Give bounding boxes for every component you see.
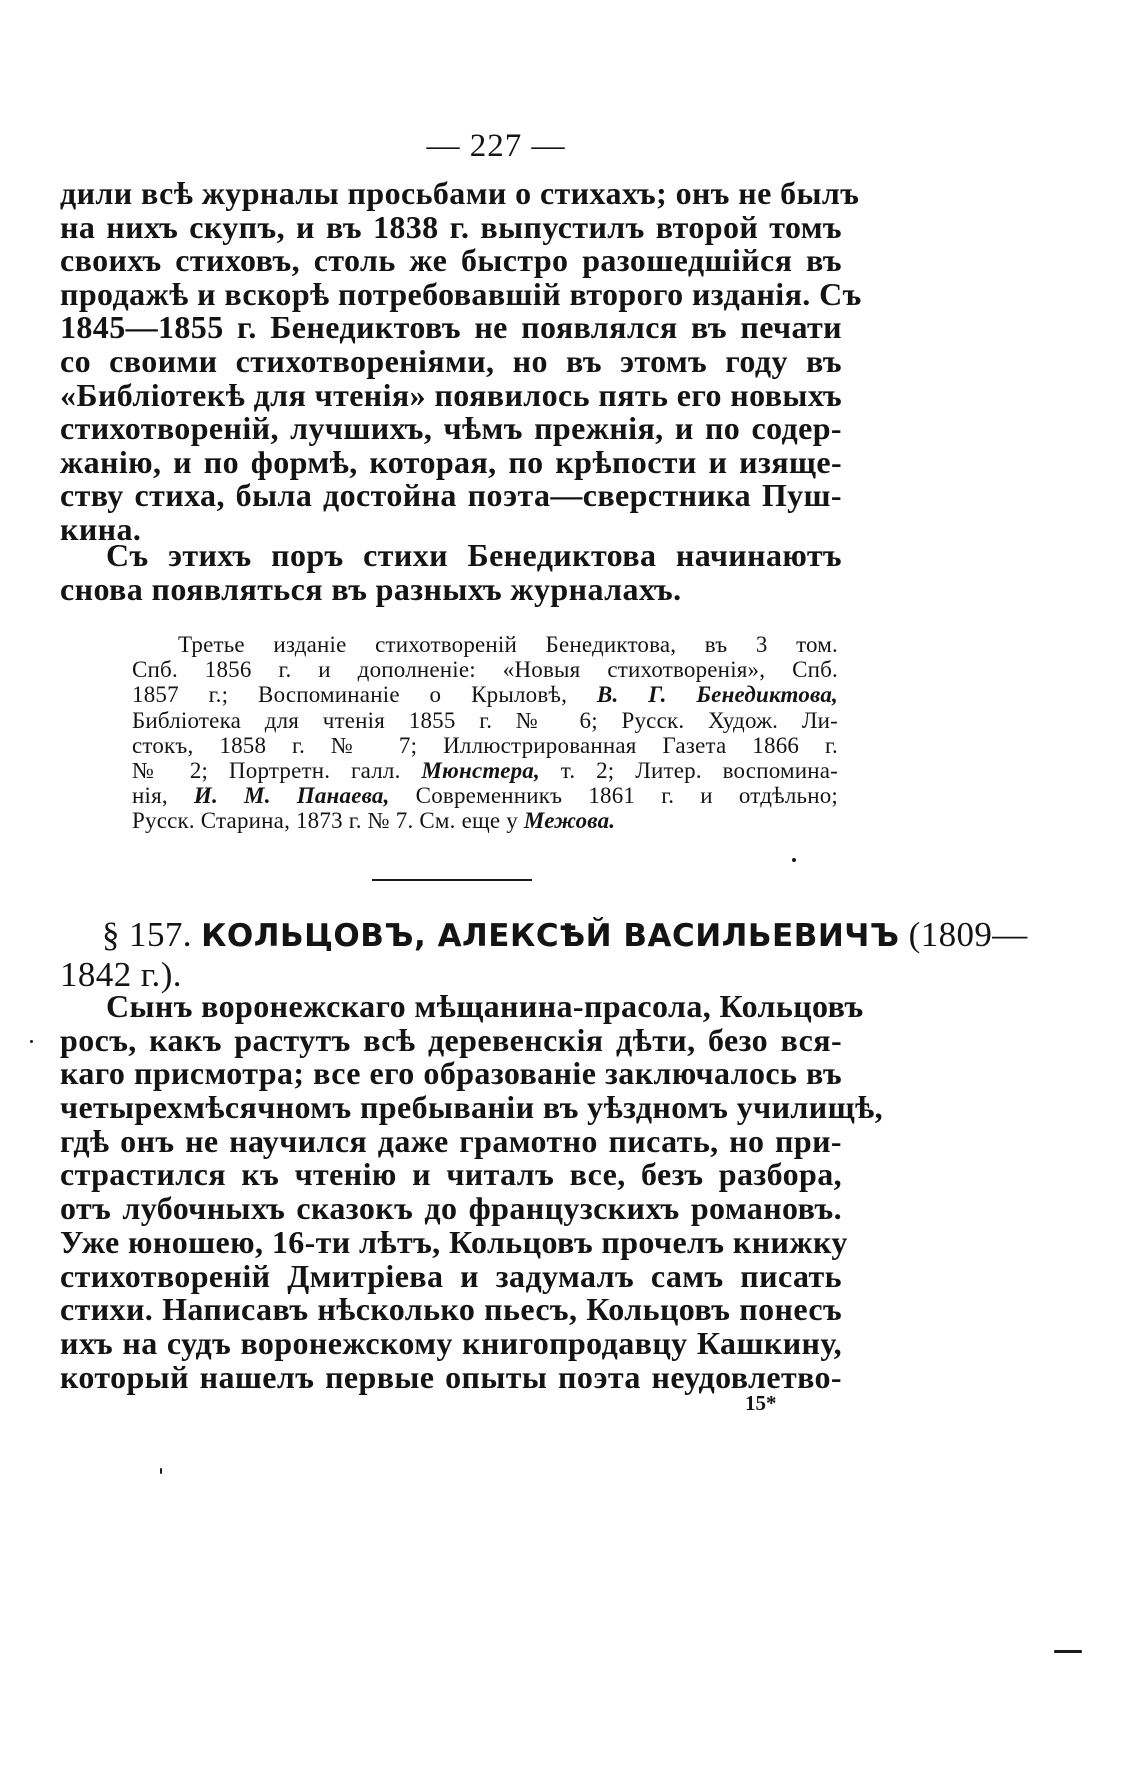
section-heading-line	[60, 915, 1028, 955]
page-number: — 227 —	[426, 128, 566, 164]
text-line: росъ, какъ растутъ всѣ деревенскія дѣти, безо вся-	[60, 1021, 842, 1058]
text-line: ству стиха, была достойна поэта—сверстника Пуш-	[60, 477, 842, 514]
text-line: четырехмѣсячномъ пребываніи въ уѣздномъ училищѣ,	[60, 1089, 884, 1126]
scan-speck	[160, 1468, 162, 1474]
bibliography-note	[132, 632, 838, 834]
biblio-segment: 1857 г.; Воспоминаніе о Крыловѣ,	[132, 682, 568, 708]
paragraph-benediktov-continuation	[60, 175, 862, 547]
text-line: Уже юношею, 16-ти лѣтъ, Кольцовъ прочелъ книжку	[60, 1223, 848, 1260]
biblio-line: Библіотека для чтенія 1855 г. № 6; Русск. Худож. Ли-	[132, 707, 838, 733]
section-heading-line: 1842 г.).	[60, 955, 182, 994]
text-line: жанію, и по формѣ, которая, по крѣпости и изяще-	[60, 443, 842, 480]
text-line: «Библіотекѣ для чтенія» появилось пять его новыхъ	[60, 376, 843, 413]
scan-speck	[792, 858, 796, 862]
text-line: продажѣ и вскорѣ потребовавшій второго изданія. Съ	[60, 275, 862, 312]
biblio-line: стокъ, 1858 г. № 7; Иллюстрированная Газета 1866 г.	[132, 732, 838, 758]
text-line: стихотвореній Дмитріева и задумалъ самъ писать	[60, 1257, 842, 1294]
biblio-segment: Русск. Старина, 1873 г. № 7. См. еще у	[132, 808, 518, 834]
text-line: Сынъ воронежскаго мѣщанина-прасола, Кольцовъ	[106, 988, 864, 1024]
text-line: снова появляться въ разныхъ журналахъ.	[60, 570, 682, 607]
scan-speck	[30, 1040, 33, 1043]
section-heading	[60, 915, 1028, 995]
text-line: ихъ на судъ воронежскому книгопродавцу Кашкину,	[60, 1324, 842, 1361]
biblio-segment: т. 2; Литер. воспомина-	[560, 757, 839, 783]
section-name: КОЛЬЦОВЪ, АЛЕКСѢЙ ВАСИЛЬЕВИЧЪ	[201, 918, 900, 954]
printer-signature-mark: 15*	[745, 1391, 777, 1415]
biblio-segment: нія,	[132, 783, 168, 809]
text-line: страстился къ чтенію и читалъ все, безъ разбора,	[60, 1156, 842, 1193]
text-line: со своими стихотвореніями, но въ этомъ году въ	[60, 342, 842, 379]
biblio-line: Третье изданіе стихотвореній Бенедиктова, въ 3 том.	[178, 632, 838, 657]
scan-speck	[1054, 1650, 1082, 1653]
text-line: кина.	[60, 510, 142, 547]
text-line: дили всѣ журналы просьбами о стихахъ; онъ не былъ	[60, 175, 860, 211]
text-line: стихи. Написавъ нѣсколько пьесъ, Кольцовъ понесъ	[60, 1291, 842, 1328]
paragraph-koltsov	[60, 988, 884, 1395]
text-line: 1845—1855 г. Бенедиктовъ не появлялся въ печати	[60, 309, 842, 346]
text-line: Съ этихъ поръ стихи Бенедиктова начинаютъ	[106, 537, 842, 573]
biblio-author-italic: И. М. Панаева,	[193, 783, 390, 809]
text-line: отъ лубочныхъ сказокъ до французскихъ романовъ.	[60, 1190, 842, 1227]
text-line: который нашелъ первые опыты поэта неудовлетво-	[60, 1358, 842, 1395]
text-line: гдѣ онъ не научился даже грамотно писать, но при-	[60, 1122, 842, 1159]
biblio-line	[132, 758, 838, 783]
text-line: стихотвореній, лучшихъ, чѣмъ прежнія, и по содер-	[60, 410, 842, 447]
section-divider	[372, 879, 532, 881]
biblio-author-italic: В. Г. Бенедиктова,	[596, 682, 839, 708]
text-line: на нихъ скупъ, и въ 1838 г. выпустилъ второй томъ	[60, 208, 842, 245]
biblio-line	[132, 783, 838, 808]
text-line: каго присмотра; все его образованіе заключалось въ	[60, 1055, 842, 1092]
biblio-line: Спб. 1856 г. и дополненіе: «Новыя стихотворенія», Спб.	[132, 657, 838, 683]
section-number: § 157.	[102, 915, 192, 954]
section-dates: (1809—	[908, 915, 1028, 954]
biblio-line	[132, 682, 838, 707]
paragraph-benediktov-later	[60, 539, 842, 606]
biblio-line	[132, 808, 838, 833]
biblio-author-italic: Мюнстера,	[421, 757, 540, 783]
biblio-author-italic: Межова.	[523, 808, 616, 834]
biblio-segment: № 2; Портретн. галл.	[132, 757, 401, 783]
text-line: своихъ стиховъ, столь же быстро разошедшійся въ	[60, 242, 842, 279]
biblio-segment: Современникъ 1861 г. и отдѣльно;	[415, 783, 838, 809]
